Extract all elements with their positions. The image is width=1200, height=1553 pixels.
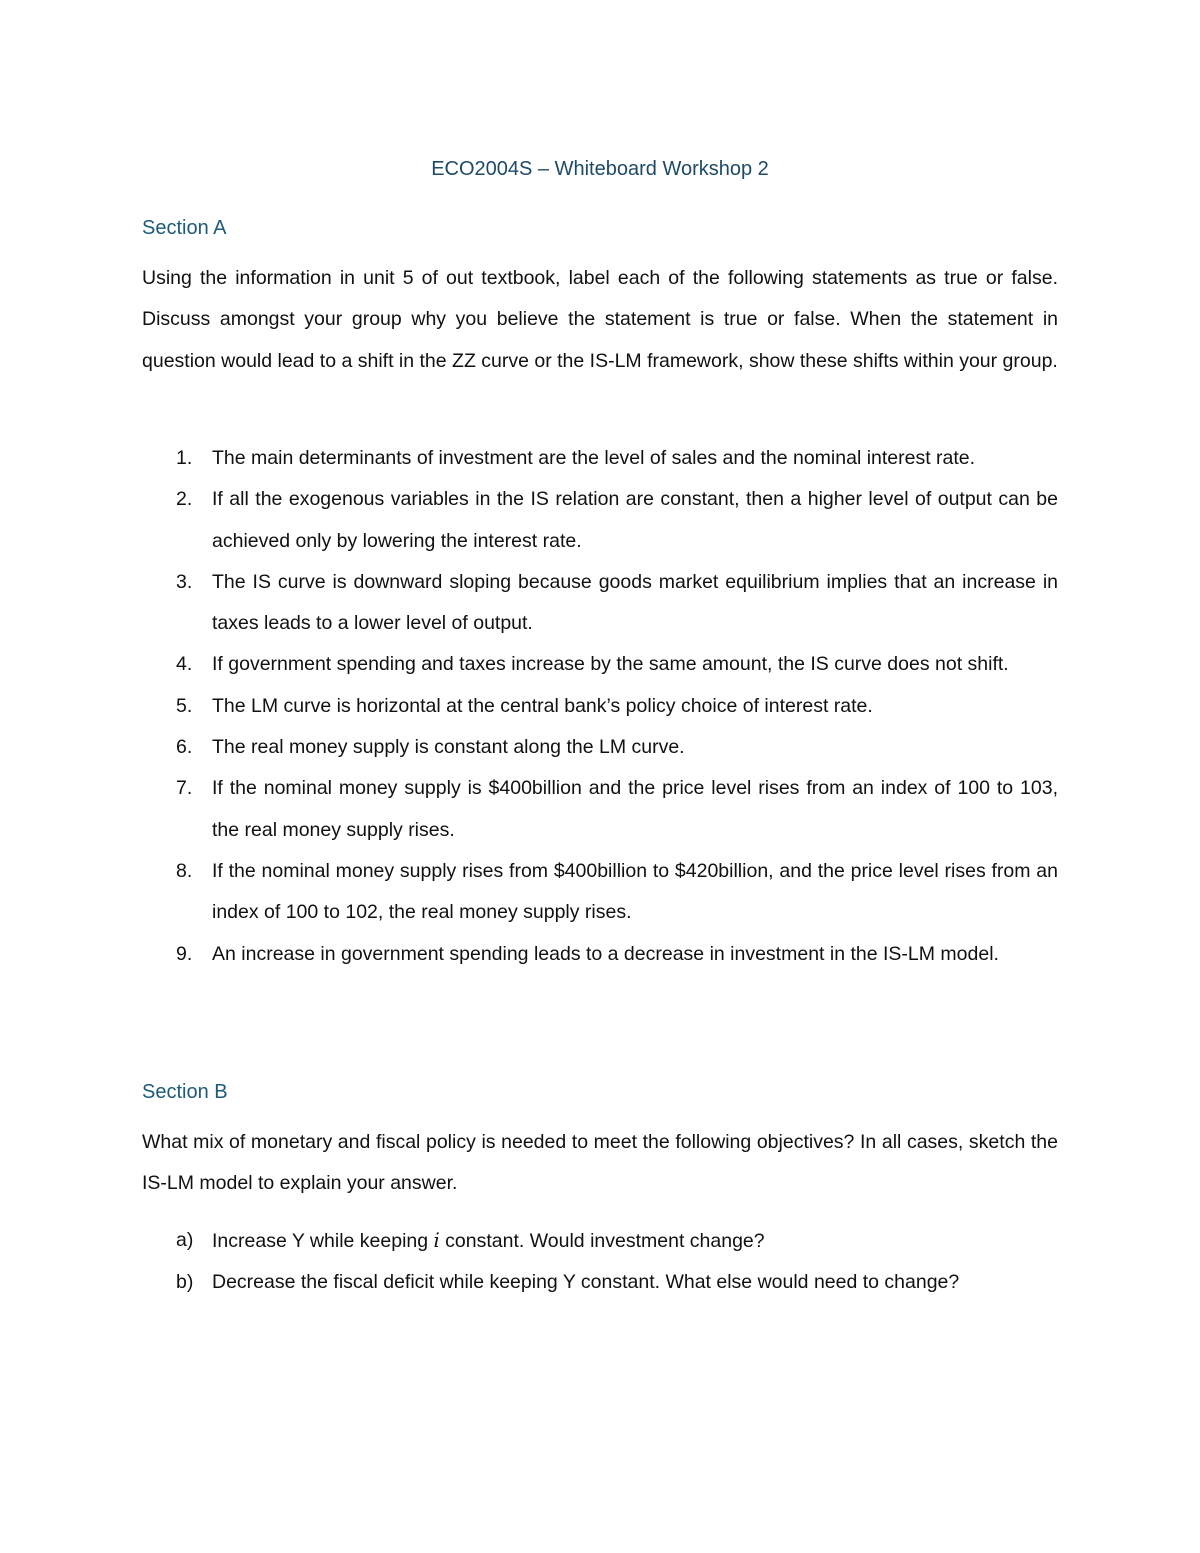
list-number: 4.: [176, 653, 193, 676]
objective-text-start: Increase Y while keeping: [212, 1230, 434, 1252]
statement-item: [142, 479, 1058, 562]
objective-text-end: constant. Would investment change?: [439, 1230, 765, 1252]
statement-item: [142, 686, 1058, 727]
statement-item: [142, 768, 1058, 851]
list-number: 7.: [176, 777, 193, 800]
document-title: ECO2004S – Whiteboard Workshop 2: [431, 158, 769, 180]
statement-item: [142, 851, 1058, 934]
statement-text: The main determinants of investment are the level of sales and the nominal interest rate.: [212, 447, 976, 469]
interest-rate-symbol: i: [433, 1229, 440, 1252]
objective-item: [142, 1220, 1058, 1262]
section-a-statement-list: [142, 438, 1058, 975]
objective-text: Decrease the fiscal deficit while keeping Y constant. What else would need to change?: [212, 1271, 960, 1294]
list-number: 8.: [176, 859, 193, 882]
section-b-instructions: What mix of monetary and fiscal policy is needed to meet the following objectives? In all cases, sketch the IS-LM model to explain your answer.: [142, 1131, 1058, 1195]
statement-item: [142, 562, 1058, 645]
list-letter: b): [176, 1271, 194, 1294]
statement-text: If the nominal money supply rises from $400billion to $420billion, and the price level rises from an index of 100 to 102, the real money supply rises.: [212, 859, 1058, 924]
statement-text: The LM curve is horizontal at the central bank’s policy choice of interest rate.: [212, 694, 873, 717]
list-letter: a): [176, 1229, 194, 1251]
statement-item: [142, 644, 1058, 685]
statement-item: [142, 934, 1058, 975]
list-number: 3.: [176, 570, 193, 593]
statement-text: If government spending and taxes increase by the same amount, the IS curve does not shift.: [212, 653, 1009, 676]
list-number: 9.: [176, 942, 193, 965]
section-a-instructions: Using the information in unit 5 of out textbook, label each of the following statements as true or false. Discuss amongst your group why you believe the statement is true or false. When the statement in question would lead to a shift in the ZZ curve or the IS-LM framework, show these shifts within your group.: [142, 267, 1058, 372]
list-number: 2.: [176, 488, 193, 511]
statement-text: The IS curve is downward sloping because goods market equilibrium implies that an increase in taxes leads to a lower level of output.: [212, 570, 1058, 635]
statement-item: [142, 727, 1058, 768]
section-b-objective-list: [142, 1220, 1058, 1304]
section-b-heading: Section B: [142, 1081, 228, 1103]
statement-text: The real money supply is constant along the LM curve.: [212, 736, 685, 759]
statement-text: If the nominal money supply is $400billion and the price level rises from an index of 100 to 103, the real money supply rises.: [212, 777, 1058, 841]
list-number: 1.: [176, 447, 193, 469]
objective-item: [142, 1262, 1058, 1303]
section-a-heading: Section A: [142, 217, 227, 239]
statement-text: An increase in government spending leads to a decrease in investment in the IS-LM model.: [212, 942, 999, 965]
statement-text: If all the exogenous variables in the IS relation are constant, then a higher level of output can be achieved only by lowering the interest rate.: [212, 488, 1058, 552]
statement-item: [142, 438, 1058, 479]
list-number: 5.: [176, 694, 193, 717]
list-number: 6.: [176, 736, 193, 759]
